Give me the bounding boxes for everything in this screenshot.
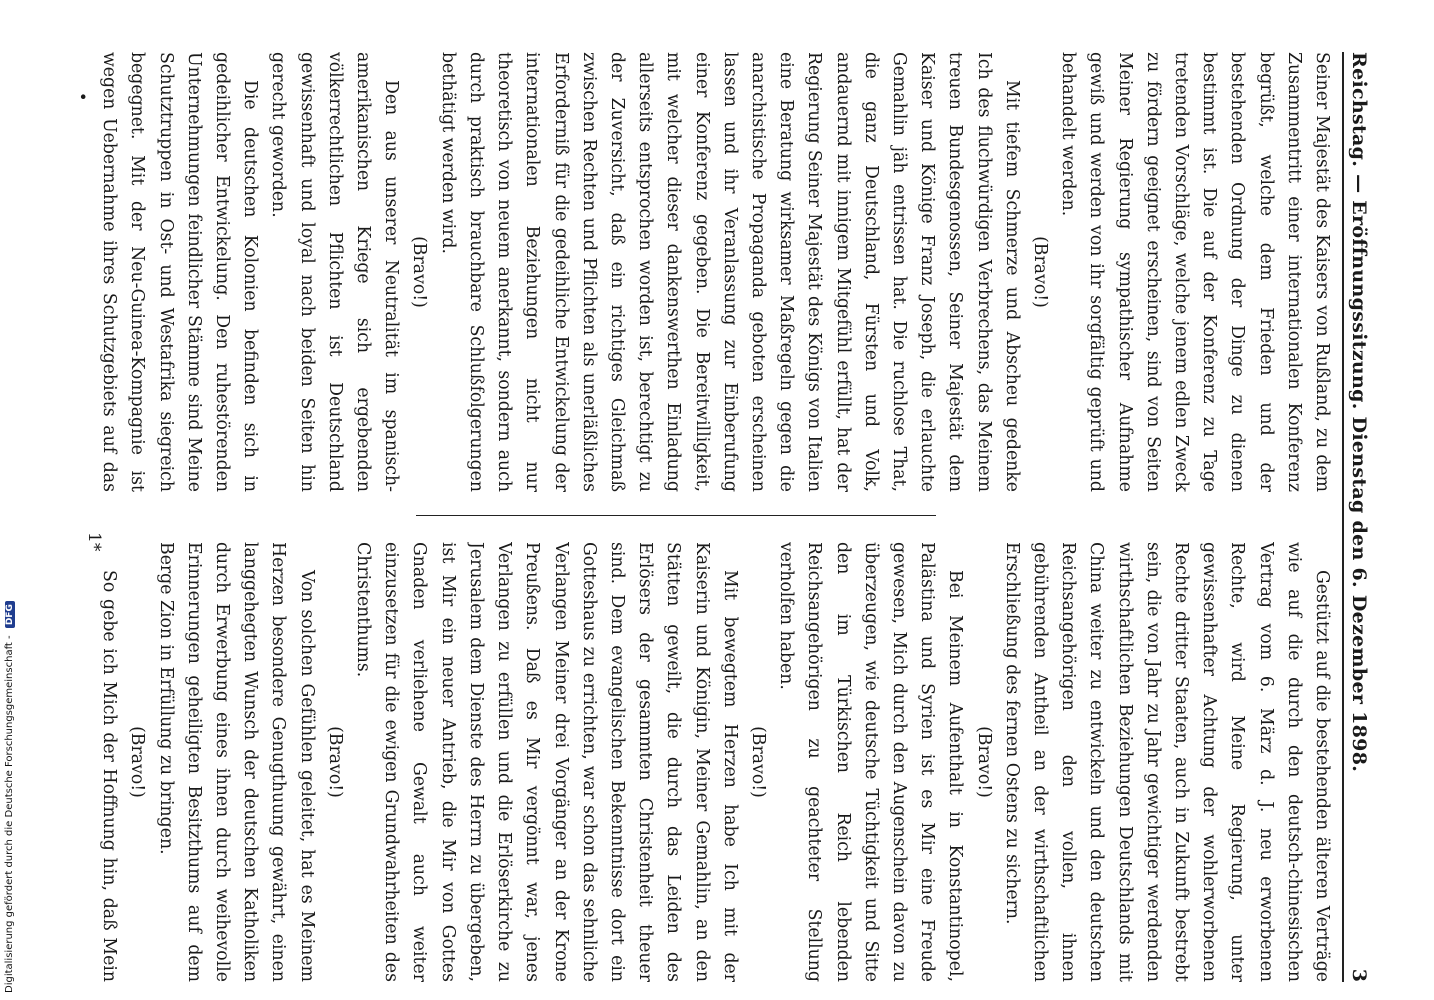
digitization-sidebar <box>0 0 24 1000</box>
header-title: Reichstag. — Eröffnungssitzung. Dienstag den 6. Dezember 1898. <box>1348 52 1370 773</box>
page-number: 3 <box>1348 968 1370 982</box>
running-header <box>1342 52 1372 982</box>
left-paragraph-3: Den aus unserer Neutralität im spanisch-amerikanischen Kriege sich ergebenden völkerrechtlichen Pflichten ist Deutschland gewissenhaft und loyal nach beiden Seiten hin gerecht geworden. <box>268 52 402 492</box>
right-paragraph-1: Gestützt auf die bestehenden älteren Verträge wie auf die durch den deutsch-chinesischen Vertrag vom 6. März d. J. neu erworbenen Rechte, wird Meine Regierung, unter gewissenhafter Achtung der wohlerworbenen Rechte dritter Staaten, auch in Zukunft bestrebt sein, die von Jahr zu Jahr gewichtiger werdenden wirthschaftlichen Beziehungen Deutschlands mit China weiter zu entwickeln und den deutschen Reichsangehörigen den vollen, ihnen gebührenden Antheil an der wirthschaftlichen Erschließung des fernen Ostens zu sichern. <box>1001 542 1332 982</box>
right-paragraph-4: Von solchen Gefühlen geleitet, hat es Meinem Herzen besondere Genugthuung gewährt, einen langgehegten Wunsch der deutschen Katholiken durch Erwerbung eines ihnen durch weihevolle Erinnerungen geheiligten Besitzthums auf dem Berge Zion in Erfüllung zu bringen. <box>155 542 317 982</box>
document-page <box>73 52 1372 982</box>
printer-dot: • <box>73 92 92 102</box>
applause-note: (Bravo!) <box>324 726 345 798</box>
funding-note <box>4 593 15 993</box>
funding-note-text: Digitalisierung gefördert durch die Deutsche Forschungsgemeinschaft - <box>4 635 15 993</box>
right-column <box>96 542 1336 982</box>
applause-note: (Bravo!) <box>973 726 994 798</box>
dfg-logo-icon: DFG <box>5 601 15 628</box>
column-divider <box>416 515 936 516</box>
applause-note: (Bravo!) <box>747 726 768 798</box>
applause-note: (Bravo!) <box>409 236 430 308</box>
left-column <box>96 52 1336 492</box>
right-paragraph-3: Mit bewegtem Herzen habe Ich mit der Kaiserin und Königin, Meiner Gemahlin, an den Stätten geweilt, die durch das Leiden des Erlösers der gesammten Christenheit theuer sind. Dem evangelischen Bekenntnisse dort ein Gotteshaus zu errichten, war schon das sehnliche Verlangen Meiner drei Vorgänger an der Krone Preußens. Daß es Mir vergönnt war, jenes Verlangen zu erfüllen und die Erlöserkirche zu Jerusalem dem Dienste des Herrn zu übergeben, ist Mir ein neuer Antrieb, die Mir von Gottes Gnaden verliehene Gewalt auch weiter einzusetzen für die ewigen Grundwahrheiten des Christenthums. <box>353 542 740 982</box>
applause-note: (Bravo!) <box>127 726 148 798</box>
right-paragraph-5: So gebe ich Mich der Hoffnung hin, daß Mein <box>99 570 120 982</box>
left-paragraph-1: Seiner Majestät des Kaisers von Rußland, zu dem Zusammentritt einer internationalen Konferenz begrüßt, welche dem Frieden und der bestehenden Ordnung der Dinge zu dienen bestimmt ist. Die auf der Konferenz zu Tage tretenden Vorschläge, welche jenem edlen Zweck zu fördern geeignet erscheinen, sind von Seiten Meiner Regierung sympathischer Aufnahme gewiß und werden von ihr sorgfältig geprüft und behandelt werden. <box>1058 52 1332 492</box>
left-paragraph-4: Die deutschen Kolonien befinden sich in gedeihlicher Entwickelung. Den ruhestörenden Unternehmungen feindlicher Stämme sind Meine Schutztruppen in Ost- und Westafrika siegreich begegnet. Mit der Neu-Guinea-Kompagnie ist wegen Uebernahme ihres Schutzgebiets auf das <box>99 52 261 492</box>
left-paragraph-2: Mit tiefem Schmerze und Abscheu gedenke Ich des fluchwürdigen Verbrechens, das Meinem treuen Bundesgenossen, Seiner Majestät dem Kaiser und Könige Franz Joseph, die erlauchte Gemahlin jäh entrissen hat. Die ruchlose That, die ganz Deutschland, Fürsten und Volk, andauernd mit innigem Mitgefühl erfüllt, hat der Regierung Seiner Majestät des Königs von Italien eine Beratung wirksamer Maßregeln gegen die anarchistische Propaganda geboten erscheinen lassen und ihr Veranlassung zur Einberufung einer Konferenz gegeben. Die Bereitwilligkeit, mit welcher dieser dankenswerthen Einladung allerseits entsprochen worden ist, berechtigt zu der Zuversicht, daß ein richtiges Gleichmaß zwischen Rechten und Pflichten als unerläßliches Erforderniß für die gedeihliche Entwickelung der internationalen Beziehungen nicht nur theoretisch von neuem anerkannt, sondern auch durch praktisch brauchbare Schlußfolgerungen bethätigt werden wird. <box>437 52 1022 492</box>
right-paragraph-2: Bei Meinem Aufenthalt in Konstantinopel, Palästina und Syrien ist es Mir eine Freude gewesen, Mich durch den Augenschein davon zu überzeugen, wie deutsche Tüchtigkeit und Sitte den im Türkischen Reich lebenden Reichsangehörigen zu geachteter Stellung verholfen haben. <box>776 542 966 982</box>
signature-mark: 1* <box>84 532 104 552</box>
applause-note: (Bravo!) <box>1029 236 1050 308</box>
